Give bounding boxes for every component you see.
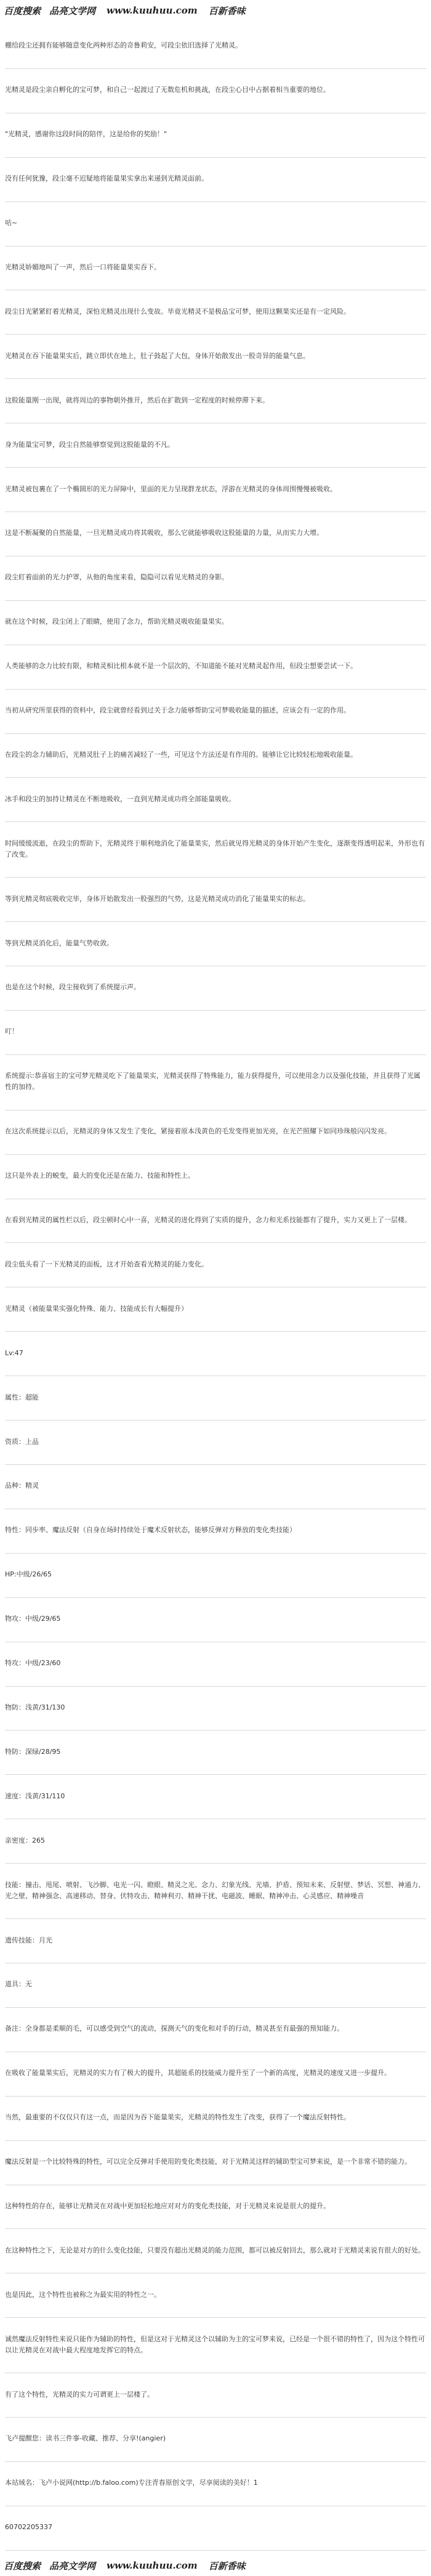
- header-brand-right: 百新香味: [208, 5, 246, 17]
- header-url[interactable]: www.kuuhuu.com: [107, 5, 198, 16]
- paragraph: 段尘低头看了一下光精灵的面板，这才开始查看光精灵的能力变化。: [5, 1243, 426, 1287]
- paragraph: 有了这个特性，光精灵的实力可谓更上一层楼了。: [5, 2373, 426, 2418]
- header-banner: [0, 0, 431, 21]
- paragraph: 在这次系统提示以后，光精灵的身体又发生了变化，紧接着原本浅黄色的毛发变得更加光亮，在光芒照耀下如同珍珠般闪闪发亮。: [5, 1111, 426, 1155]
- paragraph: 诚然魔法反射特性来说只能作为辅助的特性，但是这对于光精灵这个以辅助为主的宝可梦来说，已经是一个很不错的特性了，因为这个特性可以让光精灵在对战中最大程度地发挥它的特点。: [5, 2318, 426, 2373]
- paragraph: 资质：上品: [5, 1420, 426, 1465]
- paragraph: HP:中级/26/65: [5, 1554, 426, 1598]
- paragraph: 等到光精灵彻底吸收完毕，身体开始散发出一股强烈的气势，这是光精灵成功消化了能量果实的标志。: [5, 878, 426, 922]
- paragraph: 段尘目光紧紧盯着光精灵，深怕光精灵出现什么变故。毕竟光精灵不是极品宝可梦，使用这颗果实还是有一定风险。: [5, 290, 426, 335]
- paragraph: 在段尘的念力辅助后，光精灵肚子上的痛苦减轻了一些，可见这个方法还是有作用的。能够让它比较轻松地吸收能量。: [5, 734, 426, 778]
- paragraph: 没有任何犹豫，段尘毫不迟疑地将能量果实拿出来递到光精灵面前。: [5, 158, 426, 202]
- paragraph: 这股能量刚一出现，就将周边的事物朝外推开，然后在扩散到一定程度的时候停滞下来。: [5, 379, 426, 423]
- paragraph: 咕~: [5, 202, 426, 247]
- paragraph: 就在这个时候，段尘闭上了眼睛，使用了念力，帮助光精灵吸收能量果实。: [5, 601, 426, 645]
- paragraph: 特性：同步率、魔法反射（自身在场时持续处于魔术反射状态，能够反弹对方释放的变化类技能）: [5, 1509, 426, 1554]
- paragraph: 60702205337: [5, 2506, 426, 2551]
- paragraph: 这只是外表上的蜕变，最大的变化还是在能力、技能和特性上。: [5, 1155, 426, 1199]
- footer-brand-left: 百度搜索: [4, 2560, 41, 2572]
- paragraph: 身为能量宝可梦，段尘自然能够察觉到这股能量的不凡。: [5, 423, 426, 468]
- paragraph: 光精灵（被能量果实强化特殊、能力、技能成长有大幅提升）: [5, 1287, 426, 1332]
- footer-banner: [0, 2555, 431, 2576]
- paragraph: 叮！: [5, 1011, 426, 1055]
- paragraph: 时间缓缓流逝，在段尘的帮助下，光精灵终于顺利地消化了能量果实，然后就见得光精灵的身体开始产生变化，逐渐变得透明起来，外形也有了改变。: [5, 822, 426, 878]
- paragraph: 道具：无: [5, 1963, 426, 2008]
- paragraph: "光精灵，感谢你这段时间的陪伴，这是给你的奖励！": [5, 113, 426, 158]
- paragraph: 备注：全身都是柔顺的毛，可以感受到空气的流动，探测天气的变化和对手的行动，精灵甚至有最强的预知能力。: [5, 2008, 426, 2052]
- paragraph: 棚给段尘还拥有能够随意变化两种形态的奇鲁莉安，可段尘依旧选择了光精灵。: [5, 25, 426, 69]
- header-brand-left: 百度搜索: [4, 5, 41, 17]
- paragraph: 飞卢提醒您：读书三件事-收藏、推荐、分享!(angier): [5, 2418, 426, 2462]
- paragraph: 特攻：中级/23/60: [5, 1642, 426, 1687]
- paragraph: 本站域名：飞卢小说网(http://b.faloo.com)专注青春原创文学，尽享阅读的美好！1: [5, 2462, 426, 2506]
- paragraph: 在看到光精灵的属性栏以后，段尘顿时心中一喜，光精灵的进化得到了实质的提升，念力和光系技能都有了提升，实力又更上了一层楼。: [5, 1199, 426, 1244]
- paragraph: 品种：精灵: [5, 1465, 426, 1509]
- paragraph: 也是因此，这个特性也被称之为最实用的特性之一。: [5, 2273, 426, 2318]
- paragraph: 段尘盯着面前的光力护罩，从他的角度来看，隐隐可以看见光精灵的身影。: [5, 556, 426, 601]
- paragraph: 物攻：中级/29/65: [5, 1598, 426, 1642]
- header-brand-mid: 品亮文学网: [49, 5, 96, 17]
- paragraph: 系统提示:恭喜宿主的宝可梦光精灵吃下了能量果实，光精灵获得了特殊能力，能力获得提升，可以使用念力以及强化技能，并且获得了光属性的加持。: [5, 1055, 426, 1111]
- paragraph: 冰手和段尘的加持让精灵在不断地吸收，一直到光精灵成功将全部能量吸收。: [5, 778, 426, 822]
- footer-brand-right: 百新香味: [208, 2560, 246, 2572]
- paragraph: 遗传技能：月光: [5, 1919, 426, 1963]
- paragraph: 特防：深绿/28/95: [5, 1730, 426, 1775]
- paragraph: 当初从研究所里获得的资料中，段尘就曾经看到过关于念力能够帮助宝可梦吸收能量的描述，应该会有一定的作用。: [5, 690, 426, 734]
- paragraph: 在这种特性之下，无论是对方的什么变化技能，只要没有超出光精灵的能力范围，都可以被反射回去，那么就对于光精灵来说有很大的好处。: [5, 2229, 426, 2273]
- paragraph: 这种特性的存在，能够让光精灵在对战中更加轻松地应对对方的变化类技能，对于光精灵来说是很大的提升。: [5, 2185, 426, 2230]
- paragraph: 当然，最重要的不仅仅只有这一点，而是因为吞下能量果实，光精灵的特性发生了改变，获得了一个魔法反射特性。: [5, 2097, 426, 2141]
- paragraph: 这是不断凝聚的自然能量，一旦光精灵成功将其吸收，那么它就能够吸收这股能量的力量，从而实力大增。: [5, 512, 426, 556]
- footer-brand-mid: 品亮文学网: [49, 2560, 96, 2572]
- paragraph: Lv:47: [5, 1332, 426, 1376]
- paragraph: 物防：浅黄/31/130: [5, 1687, 426, 1731]
- paragraph: 光精灵被包裹在了一个椭圆形的光力屏障中，里面的光力呈现群龙状态，浮游在光精灵的身体周围慢慢被吸收。: [5, 468, 426, 512]
- paragraph: 速度：浅黄/31/110: [5, 1775, 426, 1819]
- paragraph: 光精灵娇媚地叫了一声，然后一口将能量果实吞下。: [5, 247, 426, 291]
- paragraph: 光精灵在吞下能量果实后，跳立即伏在地上，肚子鼓起了大包，身体开始散发出一股奇异的能量气息。: [5, 335, 426, 379]
- footer-url[interactable]: www.kuuhuu.com: [107, 2560, 198, 2571]
- paragraph: 魔法反射是一个比较特殊的特性，可以完全反弹对手使用的变化类技能，对于光精灵这样的辅助型宝可梦来说，是一个非常不错的能力。: [5, 2141, 426, 2185]
- paragraph: 光精灵是段尘亲自孵化的宝可梦，和自己一起渡过了无数危机和挑战，在段尘心目中占据着相当重要的地位。: [5, 69, 426, 113]
- paragraph: 人类能够的念力比较有限，和精灵相比根本就不是一个层次的，不知道能不能对光精灵起作用，但段尘想要尝试一下。: [5, 645, 426, 690]
- paragraph: 亲密度：265: [5, 1819, 426, 1864]
- paragraph: 技能：撞击、甩尾、喷射、飞沙脚、电光一闪、瞪眼、精灵之光、念力、幻象光线、光墙、护盾、预知未来、反射壁、梦话、冥想、神通力、光之壁、精神强念、高速移动、替身、伏特攻击、精神利刃、精神干扰、电磁波、睡眠、精神冲击、心灵感应、精神噪音: [5, 1864, 426, 1919]
- paragraph: 也是在这个时候，段尘接收到了系统提示声。: [5, 966, 426, 1011]
- paragraph: 等到光精灵消化后，能量气势收敛。: [5, 922, 426, 966]
- paragraph: 在吸收了能量果实后，光精灵的实力有了极大的提升，其超能系的技能威力提升至了一个新的高度，光精灵的速度又进一步提升。: [5, 2052, 426, 2097]
- article-body: [5, 25, 426, 2551]
- paragraph: 属性：超能: [5, 1376, 426, 1420]
